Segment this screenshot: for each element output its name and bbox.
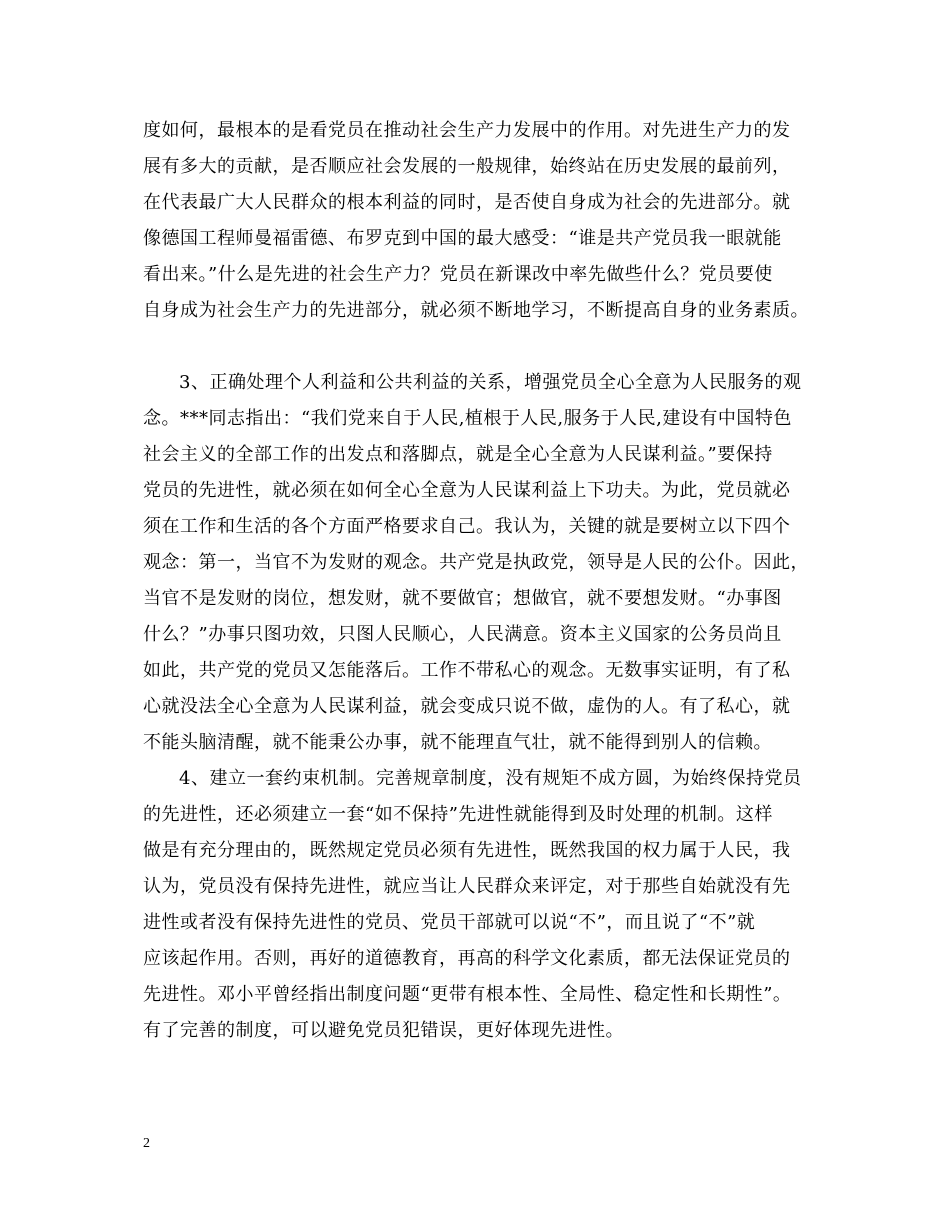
paragraph-1 (143, 113, 813, 329)
text-line: 不能头脑清醒，就不能秉公办事，就不能理直气壮，就不能得到别人的信赖。 (143, 732, 772, 753)
text-line: 如此，共产党的党员又怎能落后。工作不带私心的观念。无数事实证明，有了私 (143, 660, 791, 681)
text-line: 什么？”办事只图功效，只图人民顺心，人民满意。资本主义国家的公务员尚且 (143, 624, 782, 645)
text-line: 3、正确处理个人利益和公共利益的关系，增强党员全心全意为人民服务的观 (179, 372, 802, 393)
page-number: 2 (143, 1136, 150, 1151)
text-line: 有了完善的制度，可以避免党员犯错误，更好体现先进性。 (143, 1020, 624, 1041)
text-line: 自身成为社会生产力的先进部分，就必须不断地学习，不断提高自身的业务素质。 (143, 300, 809, 321)
text-line: 度如何，最根本的是看党员在推动社会生产力发展中的作用。对先进生产力的发 (143, 120, 791, 141)
text-line: 须在工作和生活的各个方面严格要求自己。我认为，关键的就是要树立以下四个 (143, 516, 791, 537)
text-line: 当官不是发财的岗位，想发财，就不要做官；想做官，就不要想发财。“办事图 (143, 588, 782, 609)
text-line: 社会主义的全部工作的出发点和落脚点，就是全心全意为人民谋利益。”要保持 (143, 444, 773, 465)
text-line: 做是有充分理由的，既然规定党员必须有先进性，既然我国的权力属于人民，我 (143, 840, 791, 861)
text-line: 进性或者没有保持先进性的党员、党员干部就可以说“不”，而且说了“不”就 (143, 912, 756, 933)
text-line: 像德国工程师曼福雷德、布罗克到中国的最大感受：“谁是共产党员我一眼就能 (143, 228, 782, 249)
paragraph-2 (143, 365, 813, 761)
text-line: 看出来。”什么是先进的社会生产力？党员在新课改中率先做些什么？党员要使 (143, 264, 773, 285)
text-line: 念。***同志指出：“我们党来自于人民,植根于人民,服务于人民,建设有中国特色 (143, 408, 792, 429)
text-line: 的先进性，还必须建立一套“如不保持”先进性就能得到及时处理的机制。这样 (143, 804, 773, 825)
text-line: 先进性。邓小平曾经指出制度问题“更带有根本性、全局性、稳定性和长期性”。 (143, 984, 792, 1005)
text-line: 党员的先进性，就必须在如何全心全意为人民谋利益上下功夫。为此，党员就必 (143, 480, 791, 501)
text-line: 应该起作用。否则，再好的道德教育，再高的科学文化素质，都无法保证党员的 (143, 948, 791, 969)
text-line: 心就没法全心全意为人民谋利益，就会变成只说不做，虚伪的人。有了私心，就 (143, 696, 791, 717)
text-line: 认为，党员没有保持先进性，就应当让人民群众来评定，对于那些自始就没有先 (143, 876, 791, 897)
paragraph-3 (143, 761, 813, 1049)
paragraph-group (143, 365, 813, 1049)
text-line: 4、建立一套约束机制。完善规章制度，没有规矩不成方圆，为始终保持党员 (179, 768, 802, 789)
text-line: 展有多大的贡献，是否顺应社会发展的一般规律，始终站在历史发展的最前列， (143, 156, 791, 177)
text-line: 在代表最广大人民群众的根本利益的同时，是否使自身成为社会的先进部分。就 (143, 192, 791, 213)
text-line: 观念：第一，当官不为发财的观念。共产党是执政党，领导是人民的公仆。因此， (143, 552, 809, 573)
